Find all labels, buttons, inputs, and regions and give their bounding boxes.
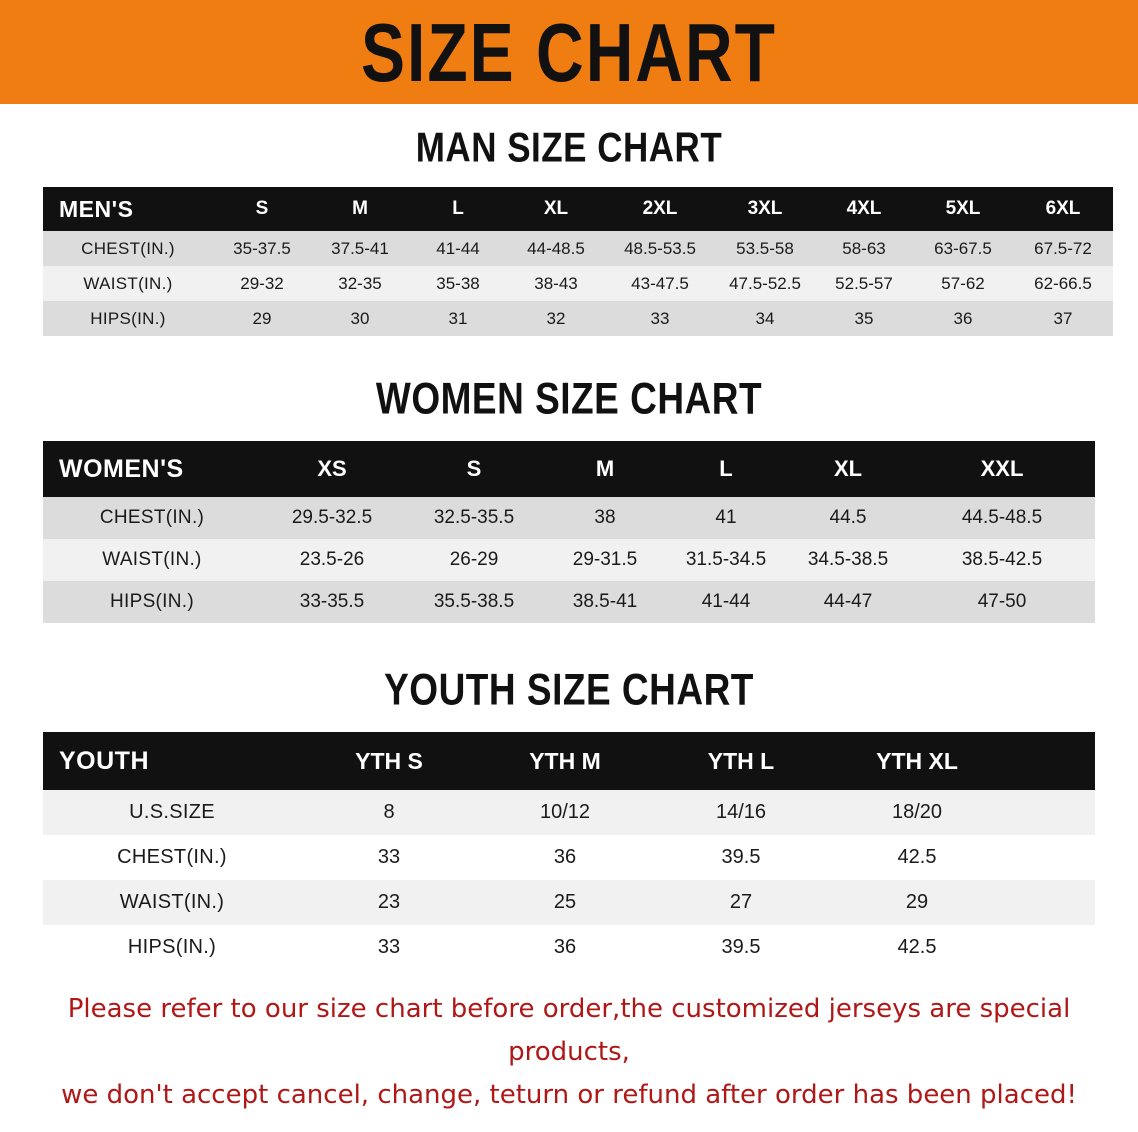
men-header-3xl: 3XL bbox=[715, 187, 815, 231]
table-row bbox=[43, 539, 1095, 581]
youth-header-yth-l: YTH L bbox=[653, 732, 829, 790]
men-hips-s: 29 bbox=[213, 301, 311, 336]
youth-chest-yth-xl: 42.5 bbox=[829, 835, 1005, 880]
men-waist-xl: 38-43 bbox=[507, 266, 605, 301]
men-header-label: MEN'S bbox=[43, 187, 213, 231]
youth-hips-yth-xl: 42.5 bbox=[829, 925, 1005, 970]
women-hips-xl: 44-47 bbox=[787, 581, 909, 623]
men-waist-5xl: 57-62 bbox=[913, 266, 1013, 301]
man-section-title: MAN SIZE CHART bbox=[415, 124, 723, 171]
men-header-m: M bbox=[311, 187, 409, 231]
men-chest-3xl: 53.5-58 bbox=[715, 231, 815, 266]
women-chest-xxl: 44.5-48.5 bbox=[909, 497, 1095, 539]
youth-row-label-waist: WAIST(IN.) bbox=[43, 880, 301, 925]
women-row-label-chest: CHEST(IN.) bbox=[43, 497, 261, 539]
table-row bbox=[43, 266, 1113, 301]
men-hips-m: 30 bbox=[311, 301, 409, 336]
youth-header-label: YOUTH bbox=[43, 732, 301, 790]
youth-header-yth-s: YTH S bbox=[301, 732, 477, 790]
women-size-table bbox=[43, 441, 1095, 623]
youth-waist-yth-l: 27 bbox=[653, 880, 829, 925]
disclaimer-note bbox=[44, 988, 1094, 1117]
women-waist-xxl: 38.5-42.5 bbox=[909, 539, 1095, 581]
youth-ussize-yth-l: 14/16 bbox=[653, 790, 829, 835]
men-header-xl: XL bbox=[507, 187, 605, 231]
youth-ussize-yth-m: 10/12 bbox=[477, 790, 653, 835]
women-header-xl: XL bbox=[787, 441, 909, 497]
table-row bbox=[43, 835, 1095, 880]
women-chest-s: 32.5-35.5 bbox=[403, 497, 545, 539]
youth-row-label-chest: CHEST(IN.) bbox=[43, 835, 301, 880]
men-waist-3xl: 47.5-52.5 bbox=[715, 266, 815, 301]
men-header-6xl: 6XL bbox=[1013, 187, 1113, 231]
men-chest-m: 37.5-41 bbox=[311, 231, 409, 266]
women-hips-s: 35.5-38.5 bbox=[403, 581, 545, 623]
women-waist-m: 29-31.5 bbox=[545, 539, 665, 581]
men-hips-l: 31 bbox=[409, 301, 507, 336]
youth-hips-yth-s: 33 bbox=[301, 925, 477, 970]
men-waist-2xl: 43-47.5 bbox=[605, 266, 715, 301]
women-row-label-hips: HIPS(IN.) bbox=[43, 581, 261, 623]
disclaimer-line-1: Please refer to our size chart before order,the customized jerseys are special products, bbox=[67, 994, 1071, 1067]
men-size-table bbox=[43, 187, 1113, 336]
women-hips-m: 38.5-41 bbox=[545, 581, 665, 623]
men-hips-2xl: 33 bbox=[605, 301, 715, 336]
table-row bbox=[43, 231, 1113, 266]
men-hips-5xl: 36 bbox=[913, 301, 1013, 336]
women-header-xs: XS bbox=[261, 441, 403, 497]
men-row-label-hips: HIPS(IN.) bbox=[43, 301, 213, 336]
youth-chest-yth-s: 33 bbox=[301, 835, 477, 880]
youth-ussize-yth-xl: 18/20 bbox=[829, 790, 1005, 835]
women-header-m: M bbox=[545, 441, 665, 497]
women-size-table-wrap bbox=[43, 441, 1095, 623]
youth-header-yth-m: YTH M bbox=[477, 732, 653, 790]
men-waist-6xl: 62-66.5 bbox=[1013, 266, 1113, 301]
women-row-label-waist: WAIST(IN.) bbox=[43, 539, 261, 581]
women-chest-xl: 44.5 bbox=[787, 497, 909, 539]
women-hips-l: 41-44 bbox=[665, 581, 787, 623]
men-chest-xl: 44-48.5 bbox=[507, 231, 605, 266]
men-hips-3xl: 34 bbox=[715, 301, 815, 336]
table-header-row bbox=[43, 187, 1113, 231]
women-waist-xs: 23.5-26 bbox=[261, 539, 403, 581]
youth-ussize-spacer bbox=[1005, 790, 1095, 835]
women-header-xxl: XXL bbox=[909, 441, 1095, 497]
youth-waist-yth-m: 25 bbox=[477, 880, 653, 925]
youth-chest-yth-l: 39.5 bbox=[653, 835, 829, 880]
men-size-table-wrap bbox=[43, 187, 1095, 336]
table-header-row bbox=[43, 732, 1095, 790]
men-row-label-chest: CHEST(IN.) bbox=[43, 231, 213, 266]
youth-hips-yth-l: 39.5 bbox=[653, 925, 829, 970]
table-row bbox=[43, 497, 1095, 539]
table-row bbox=[43, 301, 1113, 336]
youth-size-table bbox=[43, 732, 1095, 970]
table-row bbox=[43, 925, 1095, 970]
men-chest-6xl: 67.5-72 bbox=[1013, 231, 1113, 266]
women-waist-l: 31.5-34.5 bbox=[665, 539, 787, 581]
youth-section-title: YOUTH SIZE CHART bbox=[384, 664, 754, 715]
disclaimer-line-2: we don't accept cancel, change, teturn or refund after order has been placed! bbox=[61, 1079, 1077, 1110]
youth-size-table-wrap bbox=[43, 732, 1095, 970]
women-chest-l: 41 bbox=[665, 497, 787, 539]
men-hips-4xl: 35 bbox=[815, 301, 913, 336]
women-hips-xs: 33-35.5 bbox=[261, 581, 403, 623]
table-header-row bbox=[43, 441, 1095, 497]
men-chest-2xl: 48.5-53.5 bbox=[605, 231, 715, 266]
men-waist-4xl: 52.5-57 bbox=[815, 266, 913, 301]
men-waist-s: 29-32 bbox=[213, 266, 311, 301]
women-chest-xs: 29.5-32.5 bbox=[261, 497, 403, 539]
men-header-s: S bbox=[213, 187, 311, 231]
men-chest-l: 41-44 bbox=[409, 231, 507, 266]
page-title: SIZE CHART bbox=[361, 5, 777, 99]
men-header-l: L bbox=[409, 187, 507, 231]
men-header-2xl: 2XL bbox=[605, 187, 715, 231]
women-header-s: S bbox=[403, 441, 545, 497]
youth-hips-yth-m: 36 bbox=[477, 925, 653, 970]
men-chest-5xl: 63-67.5 bbox=[913, 231, 1013, 266]
women-section-title: WOMEN SIZE CHART bbox=[375, 373, 763, 424]
men-hips-6xl: 37 bbox=[1013, 301, 1113, 336]
youth-row-label-ussize: U.S.SIZE bbox=[43, 790, 301, 835]
women-chest-m: 38 bbox=[545, 497, 665, 539]
men-header-4xl: 4XL bbox=[815, 187, 913, 231]
youth-waist-spacer bbox=[1005, 880, 1095, 925]
men-chest-4xl: 58-63 bbox=[815, 231, 913, 266]
youth-chest-spacer bbox=[1005, 835, 1095, 880]
youth-row-label-hips: HIPS(IN.) bbox=[43, 925, 301, 970]
youth-waist-yth-xl: 29 bbox=[829, 880, 1005, 925]
men-waist-l: 35-38 bbox=[409, 266, 507, 301]
men-waist-m: 32-35 bbox=[311, 266, 409, 301]
women-waist-s: 26-29 bbox=[403, 539, 545, 581]
table-row bbox=[43, 880, 1095, 925]
table-row bbox=[43, 790, 1095, 835]
women-waist-xl: 34.5-38.5 bbox=[787, 539, 909, 581]
youth-header-yth-xl: YTH XL bbox=[829, 732, 1005, 790]
table-row bbox=[43, 581, 1095, 623]
men-chest-s: 35-37.5 bbox=[213, 231, 311, 266]
women-header-label: WOMEN'S bbox=[43, 441, 261, 497]
youth-waist-yth-s: 23 bbox=[301, 880, 477, 925]
youth-header-spacer bbox=[1005, 732, 1095, 790]
youth-ussize-yth-s: 8 bbox=[301, 790, 477, 835]
men-header-5xl: 5XL bbox=[913, 187, 1013, 231]
youth-chest-yth-m: 36 bbox=[477, 835, 653, 880]
women-hips-xxl: 47-50 bbox=[909, 581, 1095, 623]
women-header-l: L bbox=[665, 441, 787, 497]
banner bbox=[0, 0, 1138, 104]
youth-hips-spacer bbox=[1005, 925, 1095, 970]
men-hips-xl: 32 bbox=[507, 301, 605, 336]
men-row-label-waist: WAIST(IN.) bbox=[43, 266, 213, 301]
